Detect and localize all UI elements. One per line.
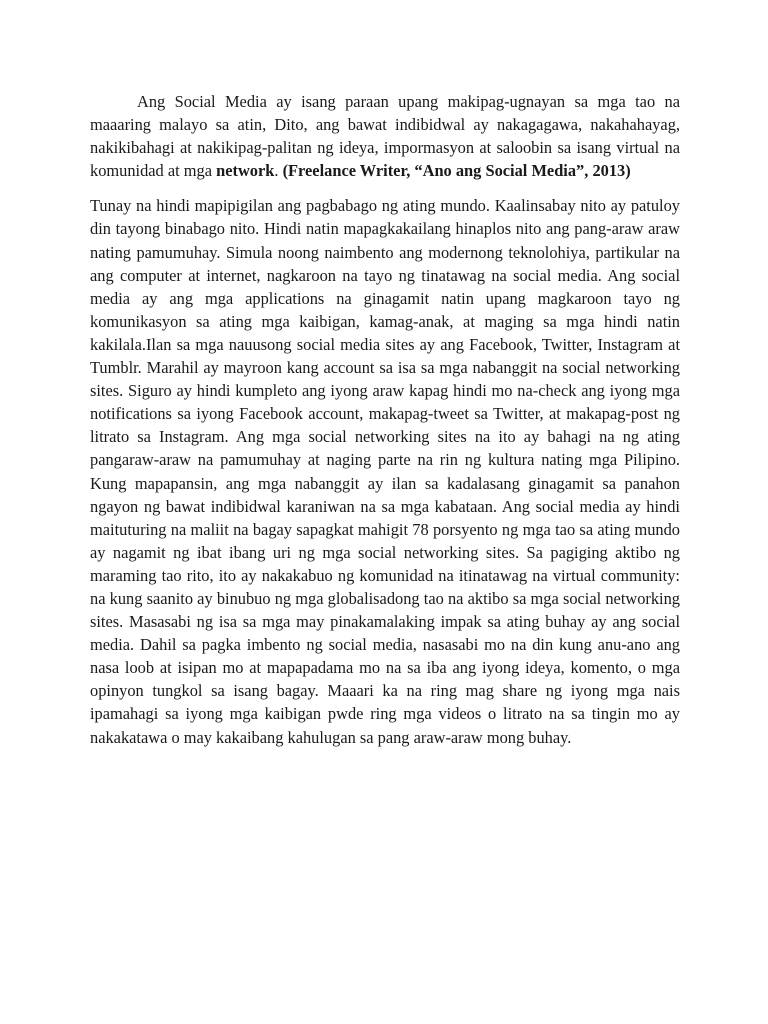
paragraph-definition-text: Ang Social Media ay isang paraan upang makipag-ugnayan sa mga tao na maaaring malayo sa atin, Dito, ang bawat indibidwal ay nakagagawa, nakahahayag, nakikibahagi at nakikipag-palitan ng ideya, impormasyon at saloobin sa isang virtual na komunidad at mga — [90, 92, 680, 181]
paragraph-body: Tunay na hindi mapipigilan ang pagbabago ng ating mundo. Kaalinsabay nito ay patuloy din tayong binabago nito. Hindi natin mapagkakailang hinaplos nito ang pang-araw araw nating pamumuhay. Simula noong naimbento ang modernong teknolohiya, partikular na ang computer at internet, nagkaroon na tayo ng tinatawag na social media. Ang social media ay ang mga applications na ginagamit natin upang magkaroon tayo ng komunikasyon sa ating mga kaibigan, kamag-anak, at maging sa mga hindi natin kakilala.Ilan sa mga nauusong social media sites ay ang Facebook, Twitter, Instagram at Tumblr. Marahil ay mayroon kang account sa isa sa mga nabanggit na social networking sites. Siguro ay hindi kumpleto ang iyong araw kapag hindi mo na-check ang iyong mga notifications sa iyong Facebook account, makapag-tweet sa Twitter, at makapag-post ng litrato sa Instagram. Ang mga social networking sites na ito ay bahagi na ng ating pangaraw-araw na pamumuhay at naging parte na rin ng kultura nating mga Pilipino. Kung mapapansin, ang mga nabanggit ay ilan sa kadalasang ginagamit sa panahon ngayon ng bawat indibidwal karaniwan na sa mga kabataan. Ang social media ay hindi maituturing na maliit na bagay sapagkat mahigit 78 porsyento ng mga tao sa ating mundo ay nagamit ng ibat ibang uri ng mga social networking sites. Sa pagiging aktibo ng maraming tao rito, ito ay nakakabuo ng komunidad na itinatawag na virtual community: na kung saanito ay binubuo ng mga globalisadong tao na aktibo sa mga social networking sites. Masasabi ng isa sa mga may pinakamalaking impak sa ating buhay ay ang social media. Dahil sa pagka imbento ng social media, nasasabi mo na din kung anu-ano ang nasa loob at isipan mo at mapapadama mo na sa iba ang iyong ideya, komento, o mga opinyon tungkol sa isang bagay. Maaari ka na ring mag share ng iyong mga nais ipamahagi sa iyong mga kaibigan pwde ring mga videos o litrato na sa tingin mo ay nakakatawa o may kakaibang kahulugan sa pang araw-araw mong buhay. — [90, 196, 680, 747]
paragraph-definition — [90, 90, 680, 182]
citation: (Freelance Writer, “Ano ang Social Media”, 2013) — [282, 161, 631, 181]
sentence-separator: . — [274, 161, 283, 181]
document-body — [90, 90, 680, 749]
bold-term-network: network — [216, 161, 275, 181]
